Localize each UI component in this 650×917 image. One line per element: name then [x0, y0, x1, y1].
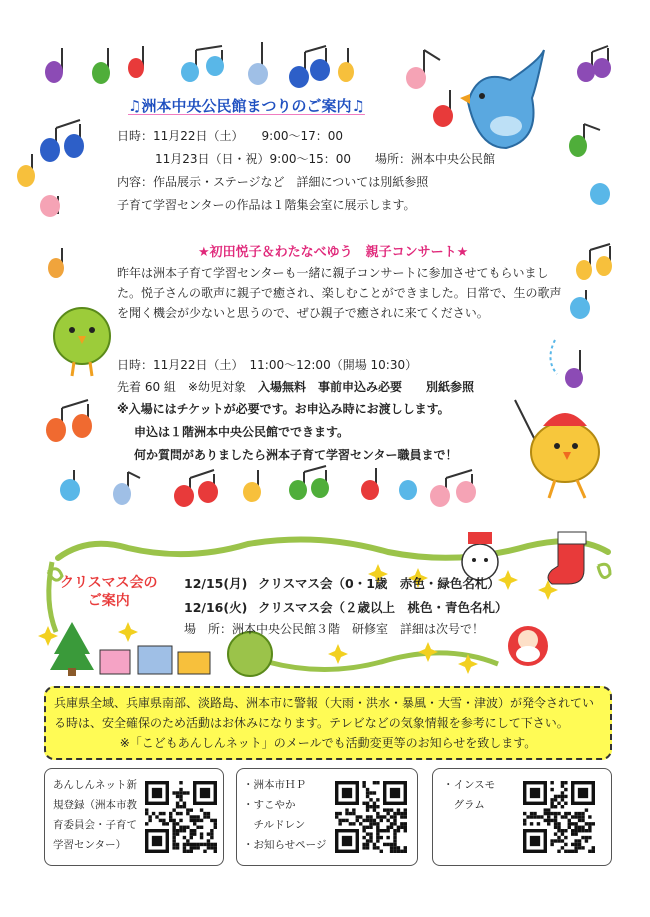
blue-bird-illustration: [448, 40, 548, 160]
qr-text-line: あんしんネット新: [53, 779, 137, 791]
concert-description: 昨年は洲本子育て学習センターも一緒に親子コンサートに参加させてもらいました。悦子さんの歌声に親子で癒され、楽しむことができました。日常で、生の歌声を聞く機会が少ないと思うので、ぜひ親子で癒されに来てください。: [117, 266, 562, 320]
christmas-row-1-date: 12/15(月): [184, 576, 248, 591]
qr-code-icon[interactable]: [523, 781, 595, 853]
qr-text-line: ・インスモ: [443, 779, 496, 791]
qr-text-line: チルドレン: [243, 819, 306, 831]
qr-box-city-hp: [236, 768, 418, 866]
christmas-row-1-text: クリスマス会（0・1歳 赤色・緑色名札）: [258, 576, 500, 591]
qr-text-line: 規登録（洲本市教: [53, 799, 137, 811]
concert-ticket-note: ※入場にはチケットが必要です。お申込み時にお渡しします。: [117, 402, 450, 416]
green-bird-illustration: [48, 296, 118, 380]
qr-box-anshin-net: [44, 768, 224, 866]
weather-warning-notice: [44, 686, 612, 760]
festival-date-line-1: 日時：11月22日（土） 9:00～17：00: [117, 129, 344, 143]
yellow-bird-conductor-illustration: [505, 330, 615, 505]
qr-text-line: ・すこやか: [243, 799, 296, 811]
qr-code-icon[interactable]: [335, 781, 407, 853]
qr-text-line: グラム: [443, 799, 485, 811]
qr-text-line: ・洲本市ＨＰ: [243, 779, 306, 791]
christmas-title-line-1: クリスマス会の: [60, 575, 158, 591]
qr-box-instagram: [432, 768, 612, 866]
concert-capacity: [117, 379, 474, 395]
qr-text-line: 育委員会・子育て: [53, 819, 137, 831]
qr-text-line: 学習センター）: [53, 839, 127, 851]
qr-code-icon[interactable]: [145, 781, 217, 853]
concert-question-note: 何か質問がありましたら洲本子育て学習センター職員まで！: [134, 448, 458, 462]
concert-apply-note: 申込は１階洲本中央公民館でできます。: [134, 425, 350, 439]
qr-text-line: ・お知らせページ: [243, 839, 327, 851]
concert-title: ★初田悦子＆わたなべゆう 親子コンサート★: [198, 245, 469, 260]
festival-date-line-2: 11月23日（日・祝）9:00～15：00 場所：洲本中央公民館: [155, 152, 496, 166]
christmas-title: [60, 574, 157, 610]
festival-exhibit-line: 子育て学習センターの作品は１階集会室に展示します。: [117, 198, 416, 212]
christmas-place: 場 所：洲本中央公民館３階 研修室 詳細は次号で！: [184, 622, 485, 636]
qr-box-anshin-net-text: [53, 775, 141, 855]
christmas-row-2-date: 12/16(火): [184, 600, 248, 615]
concert-datetime: 日時：11月22日（土） 11:00～12:00（開場 10:30）: [117, 358, 418, 372]
christmas-row-2-text: クリスマス会（２歳以上 桃色・青色名札）: [258, 600, 508, 615]
qr-box-instagram-text: [443, 775, 513, 815]
concert-capacity-admission: 入場無料 事前申込み必要 別紙参照: [257, 380, 474, 394]
festival-content-line: 内容：作品展示・ステージなど 詳細については別紙参照: [117, 175, 429, 189]
festival-title: ♫洲本中央公民館まつりのご案内♫: [128, 97, 365, 115]
concert-capacity-target: 先着 60 組 ※幼児対象: [117, 380, 258, 394]
notice-text: 兵庫県全域、兵庫県南部、淡路島、洲本市に警報（大雨・洪水・暴風・大雪・津波）が発令されている時は、安全確保のため活動はお休みになります。テレビなどの気象情報を参考にして下さい。: [54, 696, 595, 730]
qr-box-city-hp-text: [243, 775, 337, 855]
christmas-title-line-2: ご案内: [87, 593, 130, 609]
notice-mail-note: ※「こどもあんしんネット」のメールでも活動変更等のお知らせを致します。: [119, 736, 537, 750]
